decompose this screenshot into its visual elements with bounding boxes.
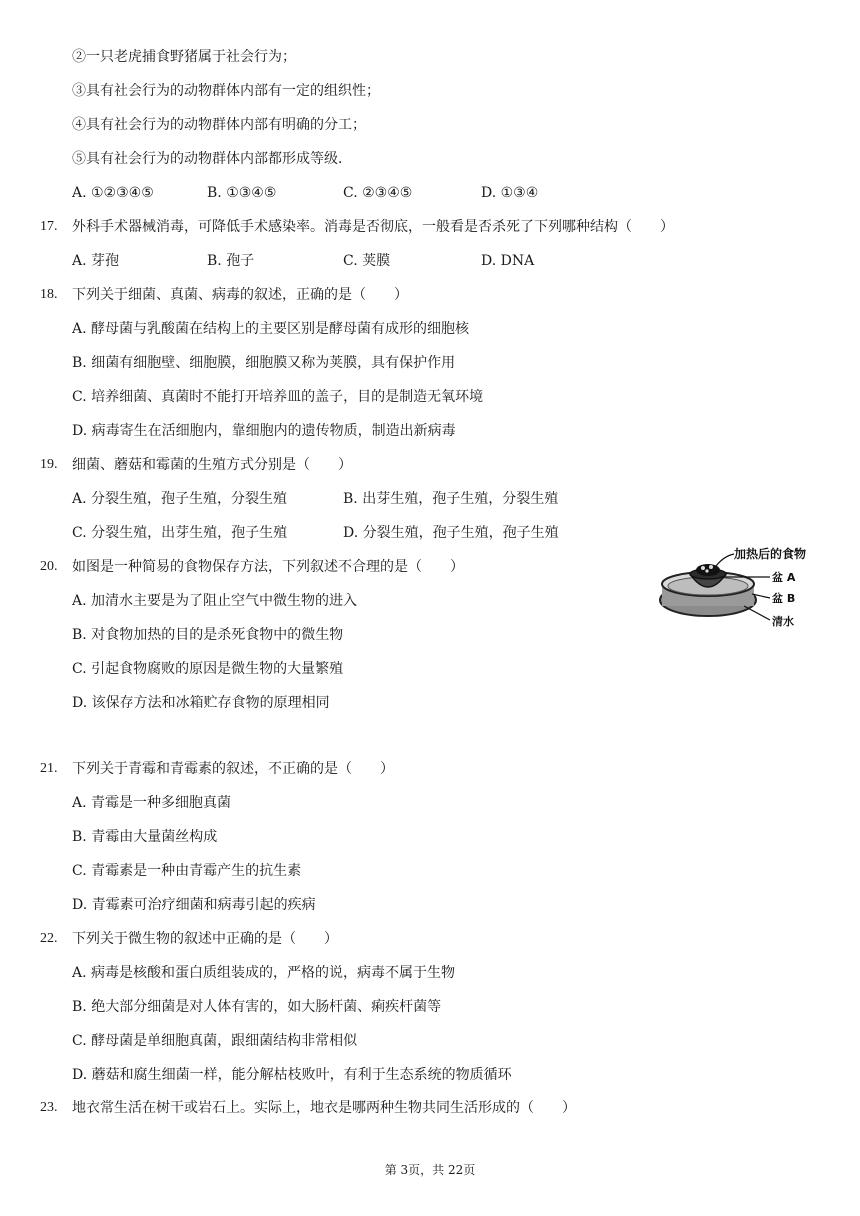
q20-option-b: B. 对食物加热的目的是杀死食物中的微生物 xyxy=(72,627,344,643)
q22-option-a: A. 病毒是核酸和蛋白质组装成的，严格的说，病毒不属于生物 xyxy=(72,965,456,981)
q22-number: 22. xyxy=(40,931,58,946)
q18-option-a: A. 酵母菌与乳酸菌在结构上的主要区别是酵母菌有成形的细胞核 xyxy=(72,321,470,337)
q20-option-d: D. 该保存方法和冰箱贮存食物的原理相同 xyxy=(72,695,330,711)
q19-option-a: A. 分裂生殖，孢子生殖，分裂生殖 xyxy=(72,491,288,507)
page-footer: 第 3页，共 22页 xyxy=(384,1163,476,1177)
q16-statement-4: ④具有社会行为的动物群体内部有明确的分工； xyxy=(72,117,366,133)
q21-option-b: B. 青霉由大量菌丝构成 xyxy=(72,829,218,845)
q22-option-b: B. 绝大部分细菌是对人体有害的，如大肠杆菌、痢疾杆菌等 xyxy=(72,999,442,1015)
figure-label-water: 清水 xyxy=(772,615,794,628)
q19-option-d: D. 分裂生殖，孢子生殖，孢子生殖 xyxy=(343,525,559,541)
q18-option-c: C. 培养细菌、真菌时不能打开培养皿的盖子，目的是制造无氧环境 xyxy=(72,389,484,405)
q17-number: 17. xyxy=(40,219,58,234)
q21-stem: 下列关于青霉和青霉素的叙述，不正确的是（ ） xyxy=(72,761,394,777)
figure-label-food: 加热后的食物 xyxy=(734,547,807,561)
q16-option-b: B. ①③④⑤ xyxy=(207,185,277,201)
q18-number: 18. xyxy=(40,287,58,302)
q16-option-d: D. ①③④ xyxy=(481,185,539,201)
q22-stem: 下列关于微生物的叙述中正确的是（ ） xyxy=(72,931,338,947)
q20-number: 20. xyxy=(40,559,58,574)
q21-number: 21. xyxy=(40,761,58,776)
q18-stem: 下列关于细菌、真菌、病毒的叙述，正确的是（ ） xyxy=(72,287,408,303)
figure-label-basin-b: 盆 B xyxy=(772,592,796,605)
q22-option-c: C. 酵母菌是单细胞真菌，跟细菌结构非常相似 xyxy=(72,1033,358,1049)
q18-option-d: D. 病毒寄生在活细胞内，靠细胞内的遗传物质，制造出新病毒 xyxy=(72,423,456,439)
q17-option-c: C. 荚膜 xyxy=(343,253,391,269)
q19-number: 19. xyxy=(40,457,58,472)
food-preservation-figure xyxy=(658,544,828,644)
q21-option-c: C. 青霉素是一种由青霉产生的抗生素 xyxy=(72,863,302,879)
q20-option-a: A. 加清水主要是为了阻止空气中微生物的进入 xyxy=(72,593,358,609)
q17-option-b: B. 孢子 xyxy=(207,253,255,269)
q16-statement-2: ②一只老虎捕食野猪属于社会行为； xyxy=(72,49,296,65)
q19-option-b: B. 出芽生殖，孢子生殖，分裂生殖 xyxy=(343,491,559,507)
q17-option-d: D. DNA xyxy=(481,253,535,269)
q18-option-b: B. 细菌有细胞壁、细胞膜，细胞膜又称为荚膜，具有保护作用 xyxy=(72,355,456,371)
q19-stem: 细菌、蘑菇和霉菌的生殖方式分别是（ ） xyxy=(72,457,352,473)
q16-statement-3: ③具有社会行为的动物群体内部有一定的组织性； xyxy=(72,83,380,99)
q22-option-d: D. 蘑菇和腐生细菌一样，能分解枯枝败叶，有利于生态系统的物质循环 xyxy=(72,1067,512,1083)
q19-option-c: C. 分裂生殖，出芽生殖，孢子生殖 xyxy=(72,525,288,541)
q16-option-a: A. ①②③④⑤ xyxy=(72,185,154,201)
q21-option-a: A. 青霉是一种多细胞真菌 xyxy=(72,795,232,811)
q16-option-c: C. ②③④⑤ xyxy=(343,185,413,201)
q23-stem: 地衣常生活在树干或岩石上。实际上，地衣是哪两种生物共同生活形成的（ ） xyxy=(72,1100,576,1116)
q17-stem: 外科手术器械消毒，可降低手术感染率。消毒是否彻底，一般看是否杀死了下列哪种结构（ ） xyxy=(72,219,674,235)
q20-option-c: C. 引起食物腐败的原因是微生物的大量繁殖 xyxy=(72,661,344,677)
figure-label-basin-a: 盆 A xyxy=(772,571,796,584)
q21-option-d: D. 青霉素可治疗细菌和病毒引起的疾病 xyxy=(72,897,316,913)
q20-stem: 如图是一种简易的食物保存方法，下列叙述不合理的是（ ） xyxy=(72,559,464,575)
q16-statement-5: ⑤具有社会行为的动物群体内部都形成等级． xyxy=(72,151,352,167)
q23-number: 23. xyxy=(40,1100,58,1115)
q17-option-a: A. 芽孢 xyxy=(72,253,120,269)
